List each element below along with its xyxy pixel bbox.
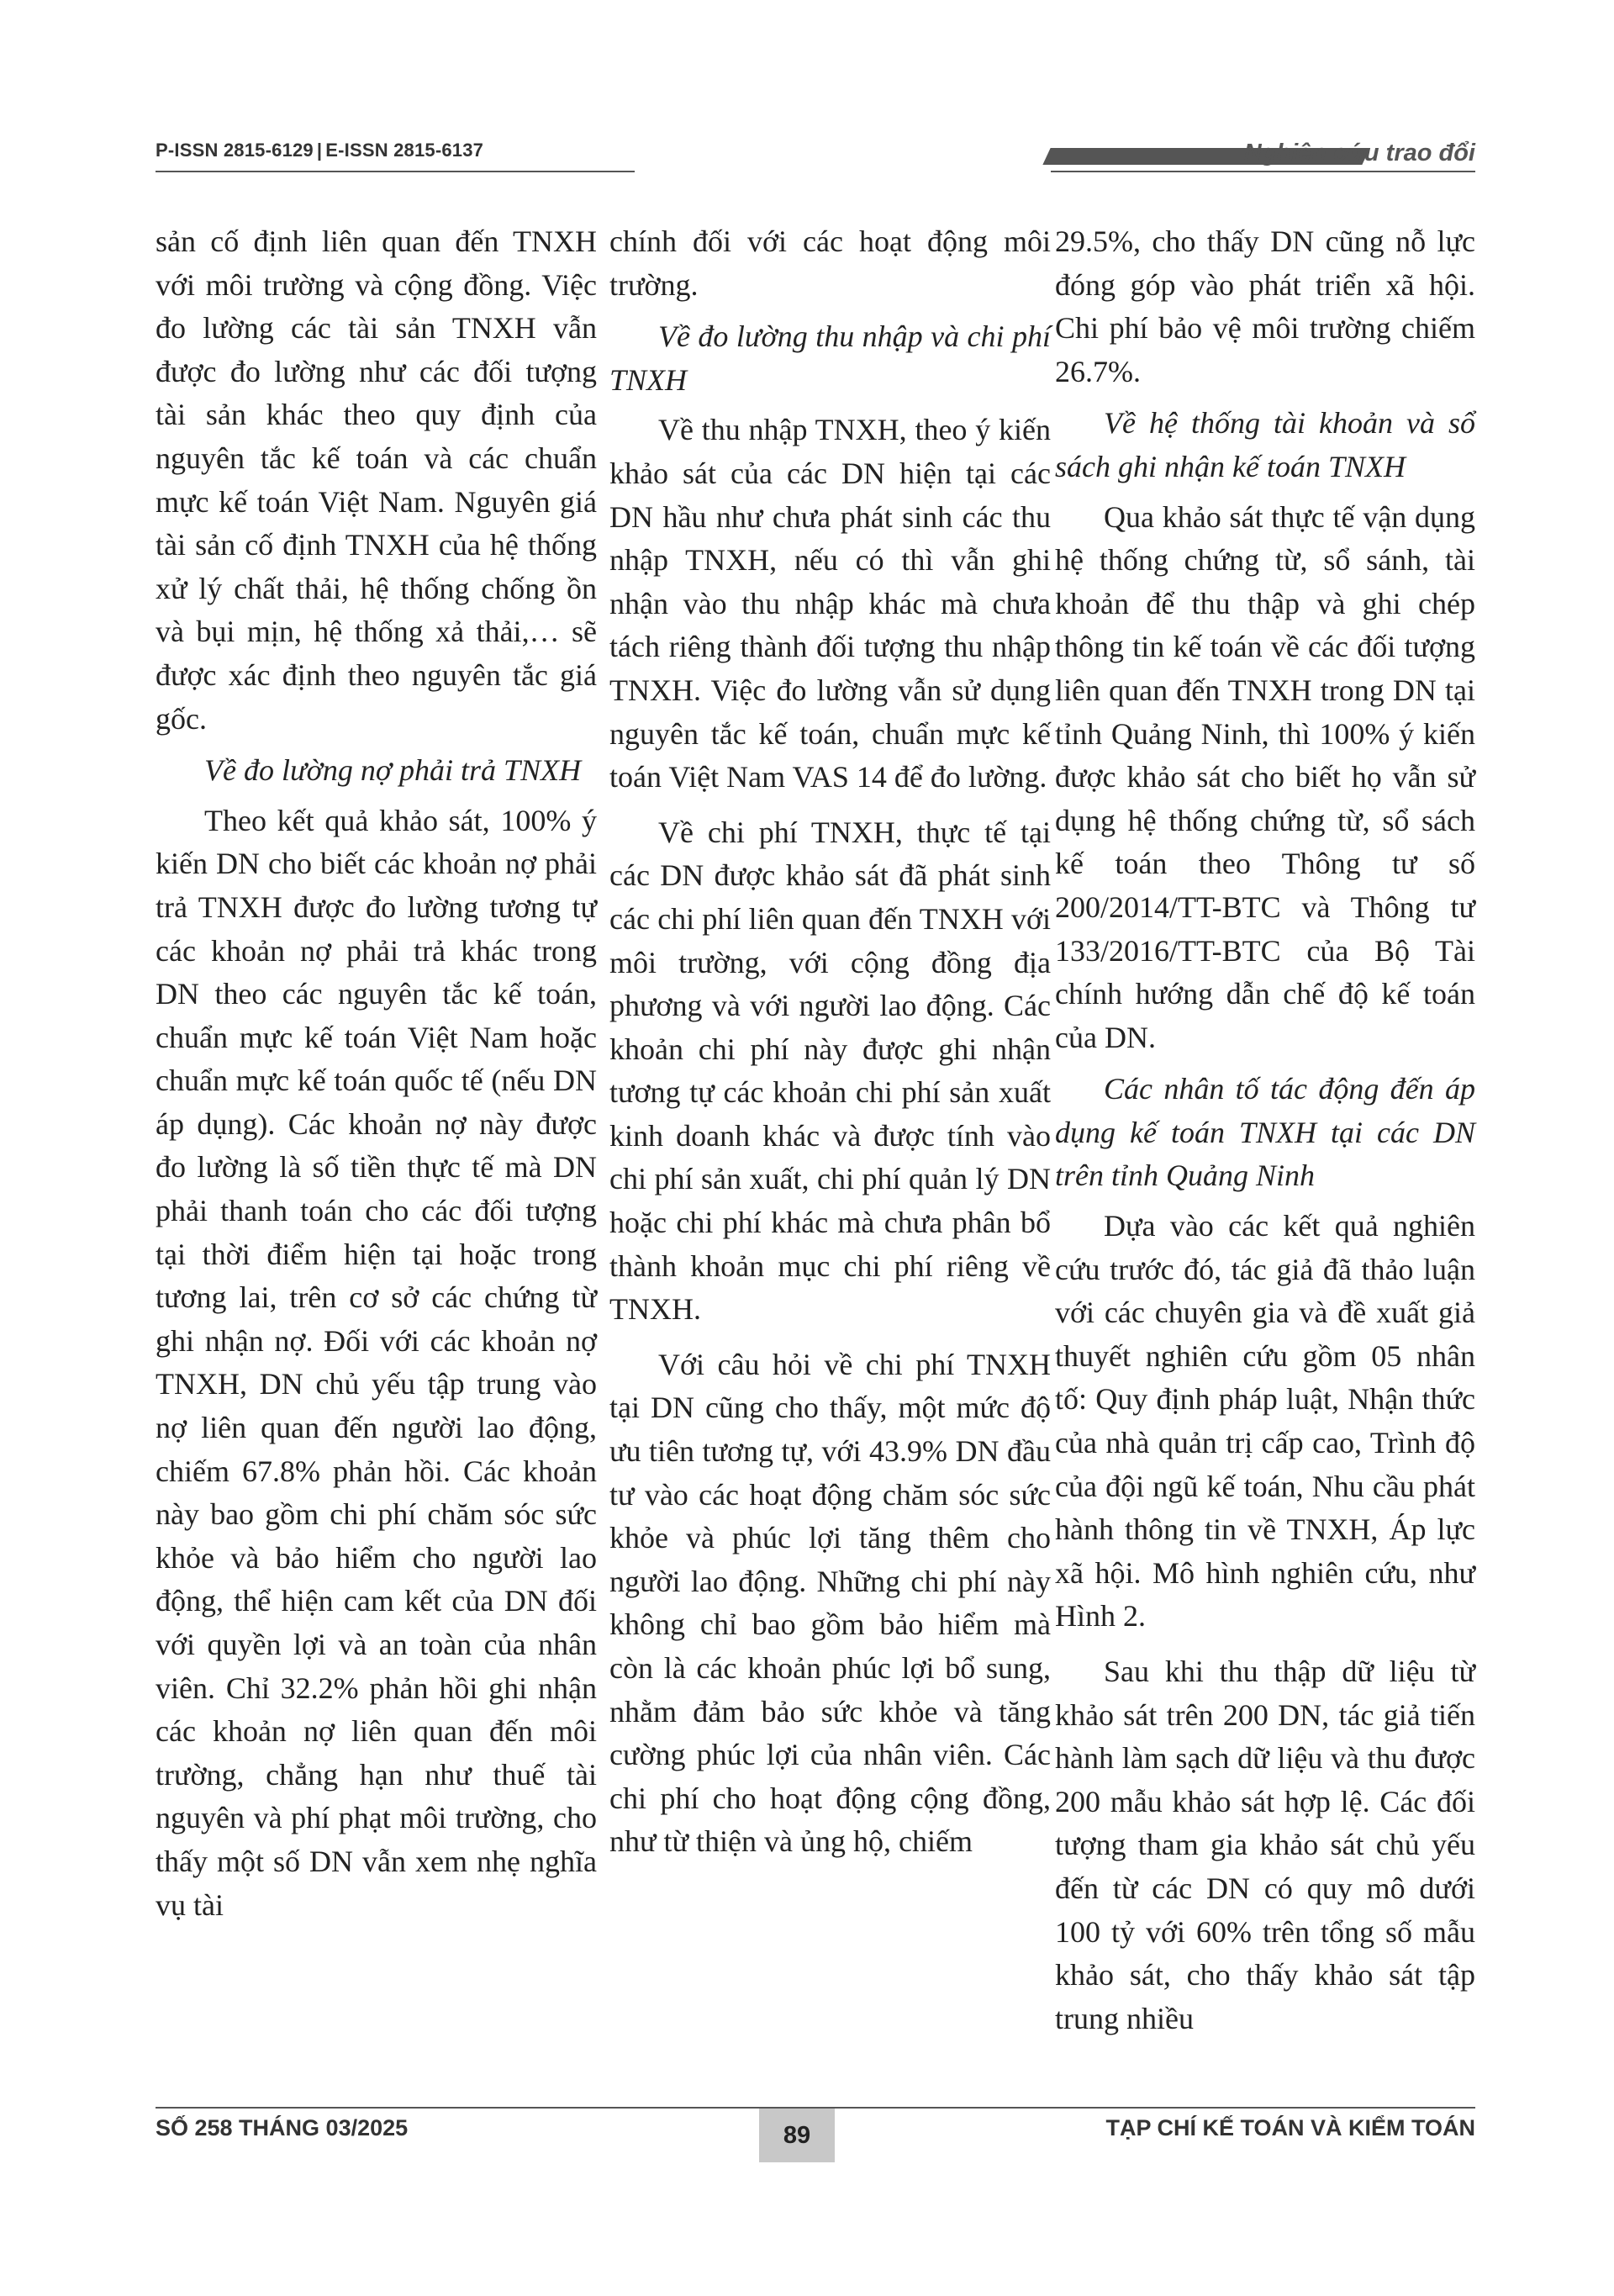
journal-name: TẠP CHÍ KẾ TOÁN VÀ KIỂM TOÁN <box>1105 2115 1475 2140</box>
issn-print: P-ISSN 2815-6129 <box>156 140 314 161</box>
paragraph: Về chi phí TNXH, thực tế tại các DN được khảo sát đã phát sinh các chi phí liên quan đến TNXH với môi trường, với cộng đồng địa phương và với người lao động. Các khoản chi phí này được ghi nhận tương tự các khoản chi phí sản xuất kinh doanh khác và được tính vào chi phí sản xuất, chi phí quản lý DN hoặc chi phí khác mà chưa phân bổ thành khoản mục chi phí riêng về TNXH. <box>609 815 1051 1327</box>
paragraph: Theo kết quả khảo sát, 100% ý kiến DN cho biết các khoản nợ phải trả TNXH được đo lường tương tự các khoản nợ phải trả khác trong DN theo các nguyên tắc kế toán, chuẩn mực kế toán Việt Nam hoặc chuẩn mực kế toán quốc tế (nếu DN áp dụng). Các khoản nợ này được đo lường là số tiền thực tế mà DN phải thanh toán cho các đối tượng tại thời điểm hiện tại hoặc trong tương lai, trên cơ sở các chứng từ ghi nhận nợ. Đối với các khoản nợ TNXH, DN chủ yếu tập trung vào nợ liên quan đến người lao động, chiếm 67.8% phản hồi. Các khoản này bao gồm chi phí chăm sóc sức khỏe và bảo hiểm cho người lao động, thể hiện cam kết của DN đối với quyền lợi và an toàn của nhân viên. Chỉ 32.2% phản hồi ghi nhận các khoản nợ liên quan đến môi trường, chẳng hạn như thuế tài nguyên và phí phạt môi trường, cho thấy một số DN vẫn xem nhẹ nghĩa vụ tài <box>156 803 597 1922</box>
page-number: 89 <box>759 2109 835 2162</box>
subheading-liabilities: Về đo lường nợ phải trả TNXH <box>204 753 582 788</box>
paragraph: Sau khi thu thập dữ liệu từ khảo sát trên 200 DN, tác giả tiến hành làm sạch dữ liệu và thu được 200 mẫu khảo sát hợp lệ. Các đối tượng tham gia khảo sát chủ yếu đến từ các DN có quy mô dưới 100 tỷ với 60% trên tổng số mẫu khảo sát, cho thấy khảo sát tập trung nhiều <box>1055 1655 1475 2035</box>
paragraph: Qua khảo sát thực tế vận dụng hệ thống chứng từ, sổ sánh, tài khoản để thu thập và ghi chép thông tin kế toán về các đối tượng liên quan đến TNXH trong DN tại tỉnh Quảng Ninh, thì 100% ý kiến được khảo sát cho biết họ vẫn sử dụng hệ thống chứng từ, sổ sách kế toán theo Thông tư số 200/2014/TT-BTC và Thông tư 133/2016/TT-BTC của Bộ Tài chính hướng dẫn chế độ kế toán của DN. <box>1055 499 1475 1054</box>
page-header <box>156 140 1475 168</box>
issn-online: E-ISSN 2815-6137 <box>325 140 484 161</box>
paragraph: Dựa vào các kết quả nghiên cứu trước đó, tác giả đã thảo luận với các chuyên gia và đề xuất giả thuyết nghiên cứu gồm 05 nhân tố: Quy định pháp luật, Nhận thức của nhà quản trị cấp cao, Trình độ của đội ngũ kế toán, Nhu cầu phát hành thông tin về TNXH, Áp lực xã hội. Mô hình nghiên cứu, như Hình 2. <box>1055 1209 1475 1634</box>
issue-label: SỐ 258 THÁNG 03/2025 <box>156 2115 409 2140</box>
text-column-2 <box>609 220 1051 2103</box>
subheading-factors: Các nhân tố tác động đến áp dụng kế toán TNXH tại các DN trên tỉnh Quảng Ninh <box>1055 1072 1475 1193</box>
subheading-income-expense: Về đo lường thu nhập và chi phí TNXH <box>609 319 1051 397</box>
paragraph: 29.5%, cho thấy DN cũng nỗ lực đóng góp vào phát triển xã hội. Chi phí bảo vệ môi trường chiếm 26.7%. <box>1055 224 1475 388</box>
paragraph: Với câu hỏi về chi phí TNXH tại DN cũng cho thấy, một mức độ ưu tiên tương tự, với 43.9% DN đầu tư vào các hoạt động chăm sóc sức khỏe và phúc lợi tăng thêm cho người lao động. Những chi phí này không chỉ bao gồm bảo hiểm mà còn là các khoản phúc lợi bổ sung, nhằm đảm bảo sức khỏe và tăng cường phúc lợi của nhân viên. Các chi phí cho hoạt động cộng đồng, như từ thiện và ủng hộ, chiếm <box>609 1347 1051 1859</box>
header-rule-right <box>1051 171 1475 172</box>
section-tag: Nghiên cứu trao đổi <box>1243 140 1475 166</box>
paragraph: sản cố định liên quan đến TNXH với môi trường và cộng đồng. Việc đo lường các tài sản TNXH vẫn được đo lường như các đối tượng tài sản khác theo quy định của nguyên tắc kế toán và các chuẩn mực kế toán Việt Nam. Nguyên giá tài sản cố định TNXH của hệ thống xử lý chất thải, hệ thống chống ồn và bụi mịn, hệ thống xả thải,… sẽ được xác định theo nguyên tắc giá gốc. <box>156 224 597 736</box>
header-rule-left <box>156 171 635 172</box>
paragraph: chính đối với các hoạt động môi trường. <box>609 224 1051 302</box>
subheading-accounts: Về hệ thống tài khoản và sổ sách ghi nhận kế toán TNXH <box>1055 406 1475 483</box>
text-column-3 <box>1055 220 1475 2103</box>
text-column-1 <box>156 220 597 2103</box>
issn-separator: | <box>316 140 323 161</box>
issn-line <box>156 140 483 161</box>
paragraph: Về thu nhập TNXH, theo ý kiến khảo sát của các DN hiện tại các DN hầu như chưa phát sinh các thu nhập TNXH, nếu có thì vẫn ghi nhận vào thu nhập khác mà chưa tách riêng thành đối tượng thu nhập TNXH. Việc đo lường vẫn sử dụng nguyên tắc kế toán, chuẩn mực kế toán Việt Nam VAS 14 để đo lường. <box>609 413 1051 794</box>
